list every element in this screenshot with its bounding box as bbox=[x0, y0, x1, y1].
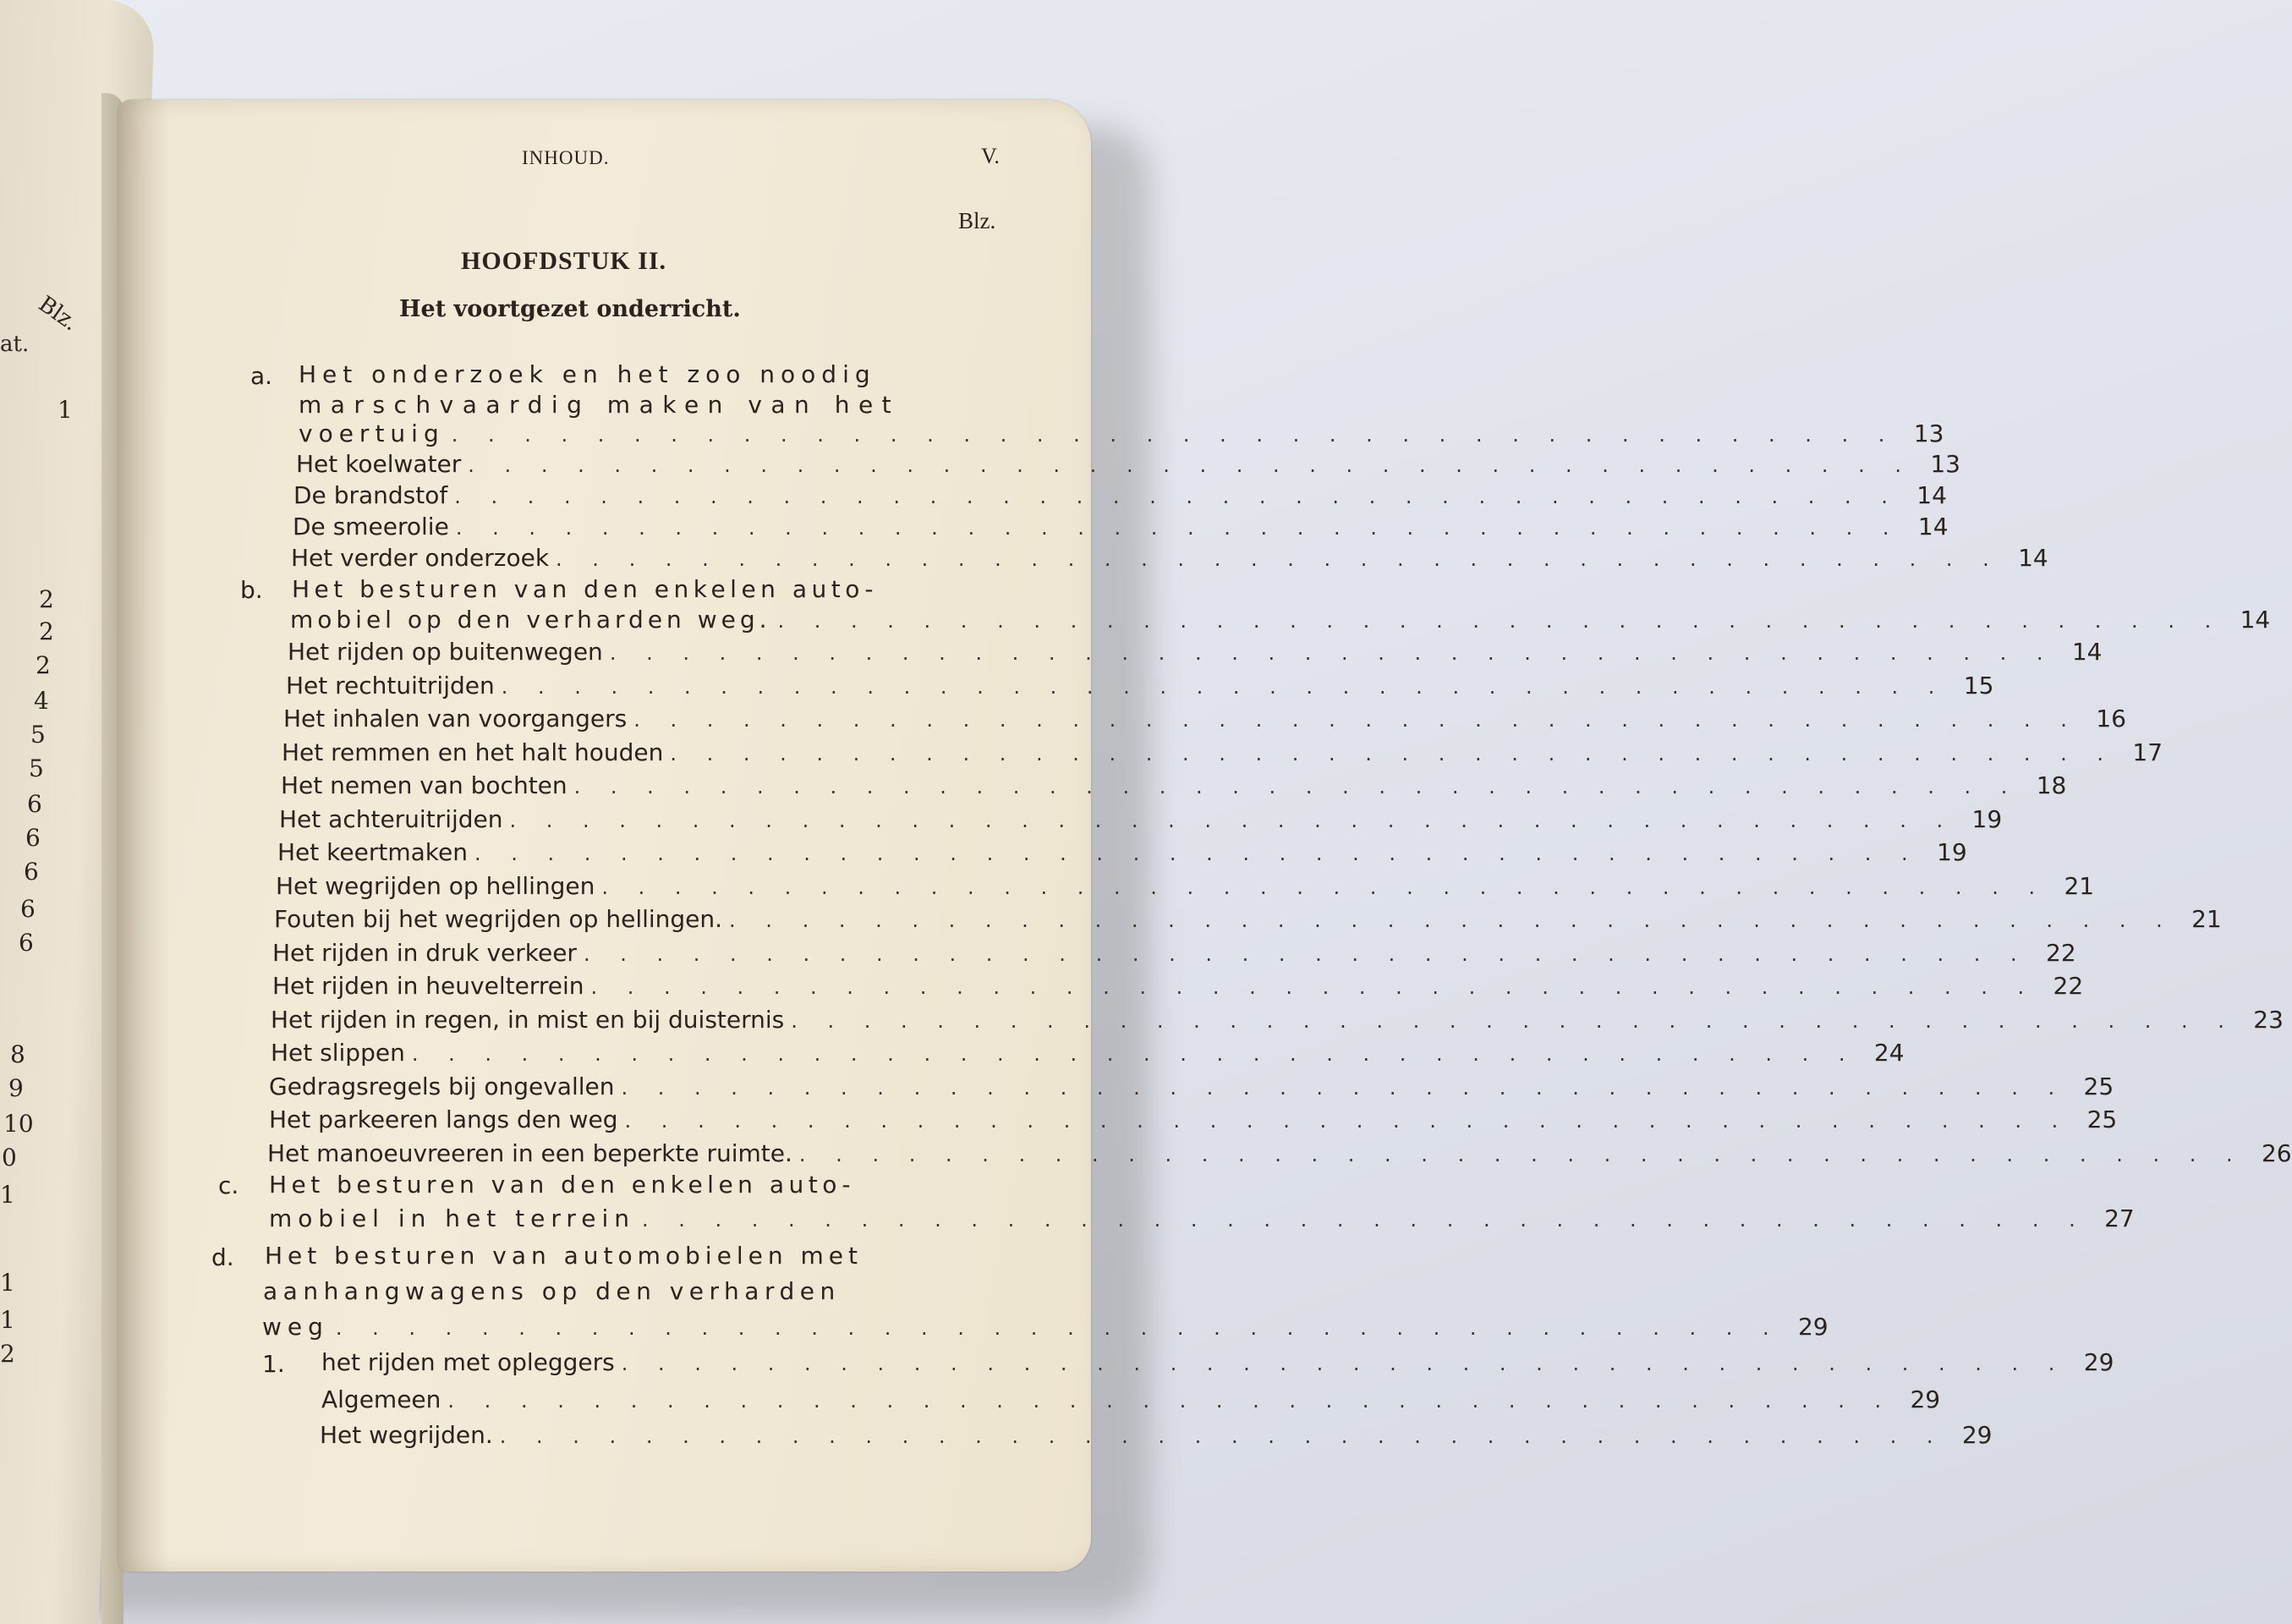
left-page-number: 2 bbox=[39, 617, 54, 645]
leader-dots: . . . . . . . . . . . . . . . . . . . . . . . . . . . . . . . . . . . . . . . . bbox=[509, 808, 1955, 832]
toc-entry-title: Algemeen bbox=[321, 1385, 441, 1413]
toc-entry bbox=[321, 1385, 1941, 1419]
toc-entry-title: Het manoeuvreeren in een beperkte ruimte. bbox=[267, 1138, 792, 1167]
leader-dots: . . . . . . . . . . . . . . . . . . . . . . . . . . . . . . . . . . . . . . . . bbox=[455, 516, 1901, 540]
leader-dots: . . . . . . . . . . . . . . . . . . . . . . . . . . . . . . . . . . . . . . . . bbox=[468, 453, 1913, 477]
toc-entry bbox=[276, 871, 2095, 906]
section-a-line2: marschvaardig maken van het bbox=[299, 391, 901, 419]
toc-entry-title: Het inhalen van voorgangers bbox=[283, 705, 628, 732]
section-c-entry bbox=[269, 1204, 2135, 1238]
leader-dots: . . . . . . . . . . . . . . . . . . . . . . . . . . . . . . . . . . . . . . . . bbox=[642, 1208, 2087, 1232]
toc-entry bbox=[320, 1421, 1993, 1455]
leader-dots: . . . . . . . . . . . . . . . . . . . . . . . . . . . . . . . . . . . . . . . . bbox=[633, 708, 2079, 732]
left-page-number: 1 bbox=[0, 1181, 15, 1209]
section-a-entry bbox=[299, 420, 1944, 453]
toc-entry-title: Het rijden in regen, in mist en bij duisternis bbox=[271, 1005, 785, 1034]
section-c-marker: c. bbox=[218, 1171, 239, 1199]
toc-entry-title: Het rijden in heuvelterrein bbox=[272, 972, 584, 1000]
toc-entry-page: 15 bbox=[1963, 671, 1994, 700]
left-page-number: 2 bbox=[36, 651, 51, 679]
left-page-number: 1 bbox=[58, 396, 73, 424]
toc-entry bbox=[293, 513, 1949, 546]
toc-entry-title: Het nemen van bochten bbox=[281, 771, 568, 799]
toc-entry-title: Het verder onderzoek bbox=[291, 544, 550, 572]
toc-entry-page: 14 bbox=[1917, 513, 1949, 540]
leader-dots: . . . . . . . . . . . . . . . . . . . . . . . . . . . . . . . . . . . . . . . . bbox=[609, 641, 2055, 665]
toc-entry bbox=[283, 705, 2126, 738]
leader-dots: . . . . . . . . . . . . . . . . . . . . . . . . . . . . . . . . . . . . . . . . bbox=[791, 1008, 2236, 1033]
toc-entry-page: 19 bbox=[1971, 804, 2003, 833]
section-d-marker: d. bbox=[211, 1243, 234, 1271]
leader-dots: . . . . . . . . . . . . . . . . . . . . . . . . . . . . . . . . . . . . . . . . bbox=[583, 941, 2029, 966]
leader-dots: . . . . . . . . . . . . . . . . . . . . . . . . . . . . . . . . . . . . . . . . bbox=[798, 1142, 2245, 1166]
page-gutter-shadow bbox=[118, 100, 169, 1572]
toc-entry-page: 25 bbox=[2083, 1072, 2114, 1100]
toc-entry-title: Fouten bij het wegrijden op hellingen. bbox=[274, 905, 723, 933]
toc-entry-title: Het remmen en het halt houden bbox=[282, 738, 664, 766]
section-b-line1: Het besturen van den enkelen auto- bbox=[292, 575, 878, 603]
leader-dots: . . . . . . . . . . . . . . . . . . . . . . . . . . . . . . . . . . . . . . . . bbox=[729, 908, 2174, 932]
section-b-marker: b. bbox=[240, 576, 263, 604]
toc-entry bbox=[279, 804, 2003, 839]
toc-entry-page: 17 bbox=[2132, 738, 2163, 766]
toc-entry-title: Het rijden in druk verkeer bbox=[272, 938, 577, 967]
chapter-subtitle: Het voortgezet onderricht. bbox=[399, 296, 741, 322]
left-page-number: 9 bbox=[8, 1074, 24, 1102]
left-page-number: 4 bbox=[34, 687, 49, 715]
left-page-number: 1 bbox=[0, 1306, 15, 1334]
left-page-number: 2 bbox=[0, 1340, 15, 1368]
toc-entry-page: 29 bbox=[1961, 1421, 1993, 1449]
section-c-line1: Het besturen van den enkelen auto- bbox=[269, 1171, 855, 1199]
leader-dots: . . . . . . . . . . . . . . . . . . . . . . . . . . . . . . . . . . . . . . . . bbox=[777, 609, 2223, 633]
toc-entry-page: 19 bbox=[1937, 838, 1967, 866]
toc-entry-title: Het wegrijden op hellingen bbox=[276, 871, 595, 900]
toc-entry bbox=[269, 1072, 2114, 1106]
toc-entry-page: 21 bbox=[2064, 871, 2095, 900]
toc-entry bbox=[271, 1005, 2284, 1040]
leader-dots: . . . . . . . . . . . . . . . . . . . . . . . . . . . . . . . . . . . . . . . . bbox=[573, 775, 2020, 798]
toc-entry-page: 24 bbox=[1873, 1039, 1905, 1067]
toc-entry bbox=[282, 738, 2163, 772]
left-page-number: 5 bbox=[29, 754, 44, 782]
leader-dots: . . . . . . . . . . . . . . . . . . . . . . . . . . . . . . . . . . . . . . . . bbox=[590, 975, 2037, 999]
toc-entry-title: Het slippen bbox=[271, 1039, 405, 1067]
toc-entry-title: De smeerolie bbox=[293, 513, 449, 540]
section-d-line3: weg bbox=[262, 1313, 329, 1341]
left-page-number: 1 bbox=[0, 1269, 15, 1297]
leader-dots: . . . . . . . . . . . . . . . . . . . . . . . . . . . . . . . . . . . . . . . . bbox=[501, 674, 1947, 699]
toc-entry-title: Het rijden op buitenwegen bbox=[288, 638, 603, 666]
section-d-line2: aanhangwagens op den verharden bbox=[263, 1277, 841, 1305]
toc-entry bbox=[271, 1039, 1905, 1073]
toc-entry-page: 22 bbox=[2046, 938, 2076, 967]
section-a-line1: Het onderzoek en het zoo noodig bbox=[299, 360, 876, 388]
leader-dots: . . . . . . . . . . . . . . . . . . . . . . . . . . . . . . . . . . . . . . . . bbox=[624, 1109, 2070, 1133]
leader-dots: . . . . . . . . . . . . . . . . . . . . . . . . . . . . . . . . . . . . . . . . bbox=[621, 1075, 2067, 1100]
toc-entry bbox=[267, 1138, 2292, 1173]
toc-entry-title: Het wegrijden. bbox=[320, 1421, 493, 1449]
page-column-label: Blz. bbox=[958, 208, 996, 233]
toc-entry bbox=[269, 1106, 2118, 1139]
toc-entry-page: 23 bbox=[2253, 1005, 2284, 1034]
left-page-number: 6 bbox=[27, 790, 42, 818]
chapter-title: HOOFDSTUK II. bbox=[461, 247, 667, 275]
toc-entry-title: Het koelwater bbox=[296, 450, 462, 478]
left-page-number: 8 bbox=[10, 1040, 25, 1068]
toc-entry-title: De brandstof bbox=[293, 481, 448, 509]
toc-entry bbox=[281, 771, 2067, 805]
leader-dots: . . . . . . . . . . . . . . . . . . . . . . . . . . . . . . . . . . . . . . . . bbox=[451, 423, 1897, 447]
toc-entry bbox=[293, 481, 1947, 515]
leader-dots: . . . . . . . . . . . . . . . . . . . . . . . . . . . . . . . . . . . . . . . . bbox=[556, 547, 2001, 571]
toc-entry bbox=[296, 450, 1960, 484]
toc-entry-title: Het parkeeren langs den weg bbox=[269, 1106, 618, 1133]
toc-entry bbox=[288, 638, 2103, 672]
left-page-number: 0 bbox=[2, 1144, 17, 1171]
left-page-number: 6 bbox=[25, 824, 41, 852]
toc-entry bbox=[272, 938, 2076, 973]
toc-entry-page: 25 bbox=[2086, 1106, 2118, 1133]
toc-entry-title: Het keertmaken bbox=[277, 838, 468, 866]
section-c-page: 27 bbox=[2104, 1204, 2135, 1232]
subsection-1-entry bbox=[321, 1348, 2114, 1382]
leader-dots: . . . . . . . . . . . . . . . . . . . . . . . . . . . . . . . . . . . . . . . . bbox=[621, 1352, 2067, 1375]
left-page-fragment: at. bbox=[0, 332, 30, 357]
section-c-line2: mobiel in het terrein bbox=[269, 1204, 636, 1232]
toc-entry-page: 14 bbox=[2018, 544, 2048, 572]
leader-dots: . . . . . . . . . . . . . . . . . . . . . . . . . . . . . . . . . . . . . . . . bbox=[670, 741, 2116, 765]
toc-entry-page: 21 bbox=[2191, 905, 2222, 933]
toc-entry-page: 22 bbox=[2053, 972, 2084, 1000]
section-b-entry bbox=[290, 606, 2271, 639]
subsection-1-marker: 1. bbox=[262, 1350, 285, 1378]
section-a-line3: voertuig bbox=[299, 420, 445, 447]
leader-dots: . . . . . . . . . . . . . . . . . . . . . . . . . . . . . . . . . . . . . . . . bbox=[601, 875, 2048, 899]
toc-entry-page: 26 bbox=[2261, 1138, 2292, 1167]
leader-dots: . . . . . . . . . . . . . . . . . . . . . . . . . . . . . . . . . . . . . . . . bbox=[447, 1389, 1894, 1413]
left-page-number: 2 bbox=[39, 585, 54, 613]
left-page-blz: Blz. bbox=[33, 291, 83, 337]
leader-dots: . . . . . . . . . . . . . . . . . . . . . . . . . . . . . . . . . . . . . . . . bbox=[335, 1316, 1781, 1340]
leader-dots: . . . . . . . . . . . . . . . . . . . . . . . . . . . . . . . . . . . . . . . . bbox=[411, 1042, 1857, 1066]
toc-entry-page: 29 bbox=[1910, 1385, 1941, 1413]
left-page-number: 6 bbox=[24, 858, 39, 886]
section-d-page: 29 bbox=[1797, 1313, 1829, 1341]
toc-entry bbox=[274, 905, 2222, 939]
toc-entry-page: 18 bbox=[2036, 771, 2067, 799]
left-page-number: 6 bbox=[19, 929, 34, 957]
toc-entry bbox=[272, 972, 2084, 1006]
page-number: V. bbox=[981, 144, 1000, 168]
section-b-page: 14 bbox=[2240, 606, 2271, 634]
toc-entry bbox=[277, 838, 1967, 872]
subsection-1-title: het rijden met opleggers bbox=[321, 1348, 615, 1376]
toc-entry-page: 13 bbox=[1930, 450, 1960, 478]
section-b-line2: mobiel op den verharden weg. bbox=[290, 606, 771, 634]
section-a-page: 13 bbox=[1913, 420, 1944, 447]
leader-dots: . . . . . . . . . . . . . . . . . . . . . . . . . . . . . . . . . . . . . . . . bbox=[454, 485, 1900, 508]
subsection-1-page: 29 bbox=[2083, 1348, 2114, 1376]
section-d-line1: Het besturen van automobielen met bbox=[265, 1242, 863, 1270]
running-head: INHOUD. bbox=[522, 147, 610, 168]
leader-dots: . . . . . . . . . . . . . . . . . . . . . . . . . . . . . . . . . . . . . . . . bbox=[474, 842, 1920, 865]
section-a-marker: a. bbox=[250, 362, 273, 390]
leader-dots: . . . . . . . . . . . . . . . . . . . . . . . . . . . . . . . . . . . . . . . . bbox=[499, 1424, 1945, 1448]
toc-entry bbox=[286, 671, 1994, 705]
section-d-entry bbox=[262, 1313, 1829, 1347]
toc-entry-page: 16 bbox=[2096, 705, 2126, 732]
toc-entry-page: 14 bbox=[2071, 638, 2103, 666]
left-page-number: 10 bbox=[3, 1110, 34, 1138]
toc-entry-page: 14 bbox=[1916, 481, 1947, 509]
left-page-number: 5 bbox=[30, 721, 46, 749]
left-page-number: 6 bbox=[20, 895, 36, 923]
toc-entry-title: Het rechtuitrijden bbox=[286, 671, 495, 700]
toc-entry-title: Gedragsregels bij ongevallen bbox=[269, 1072, 615, 1100]
toc-entry-title: Het achteruitrijden bbox=[279, 804, 503, 833]
toc-entry bbox=[291, 544, 2048, 578]
